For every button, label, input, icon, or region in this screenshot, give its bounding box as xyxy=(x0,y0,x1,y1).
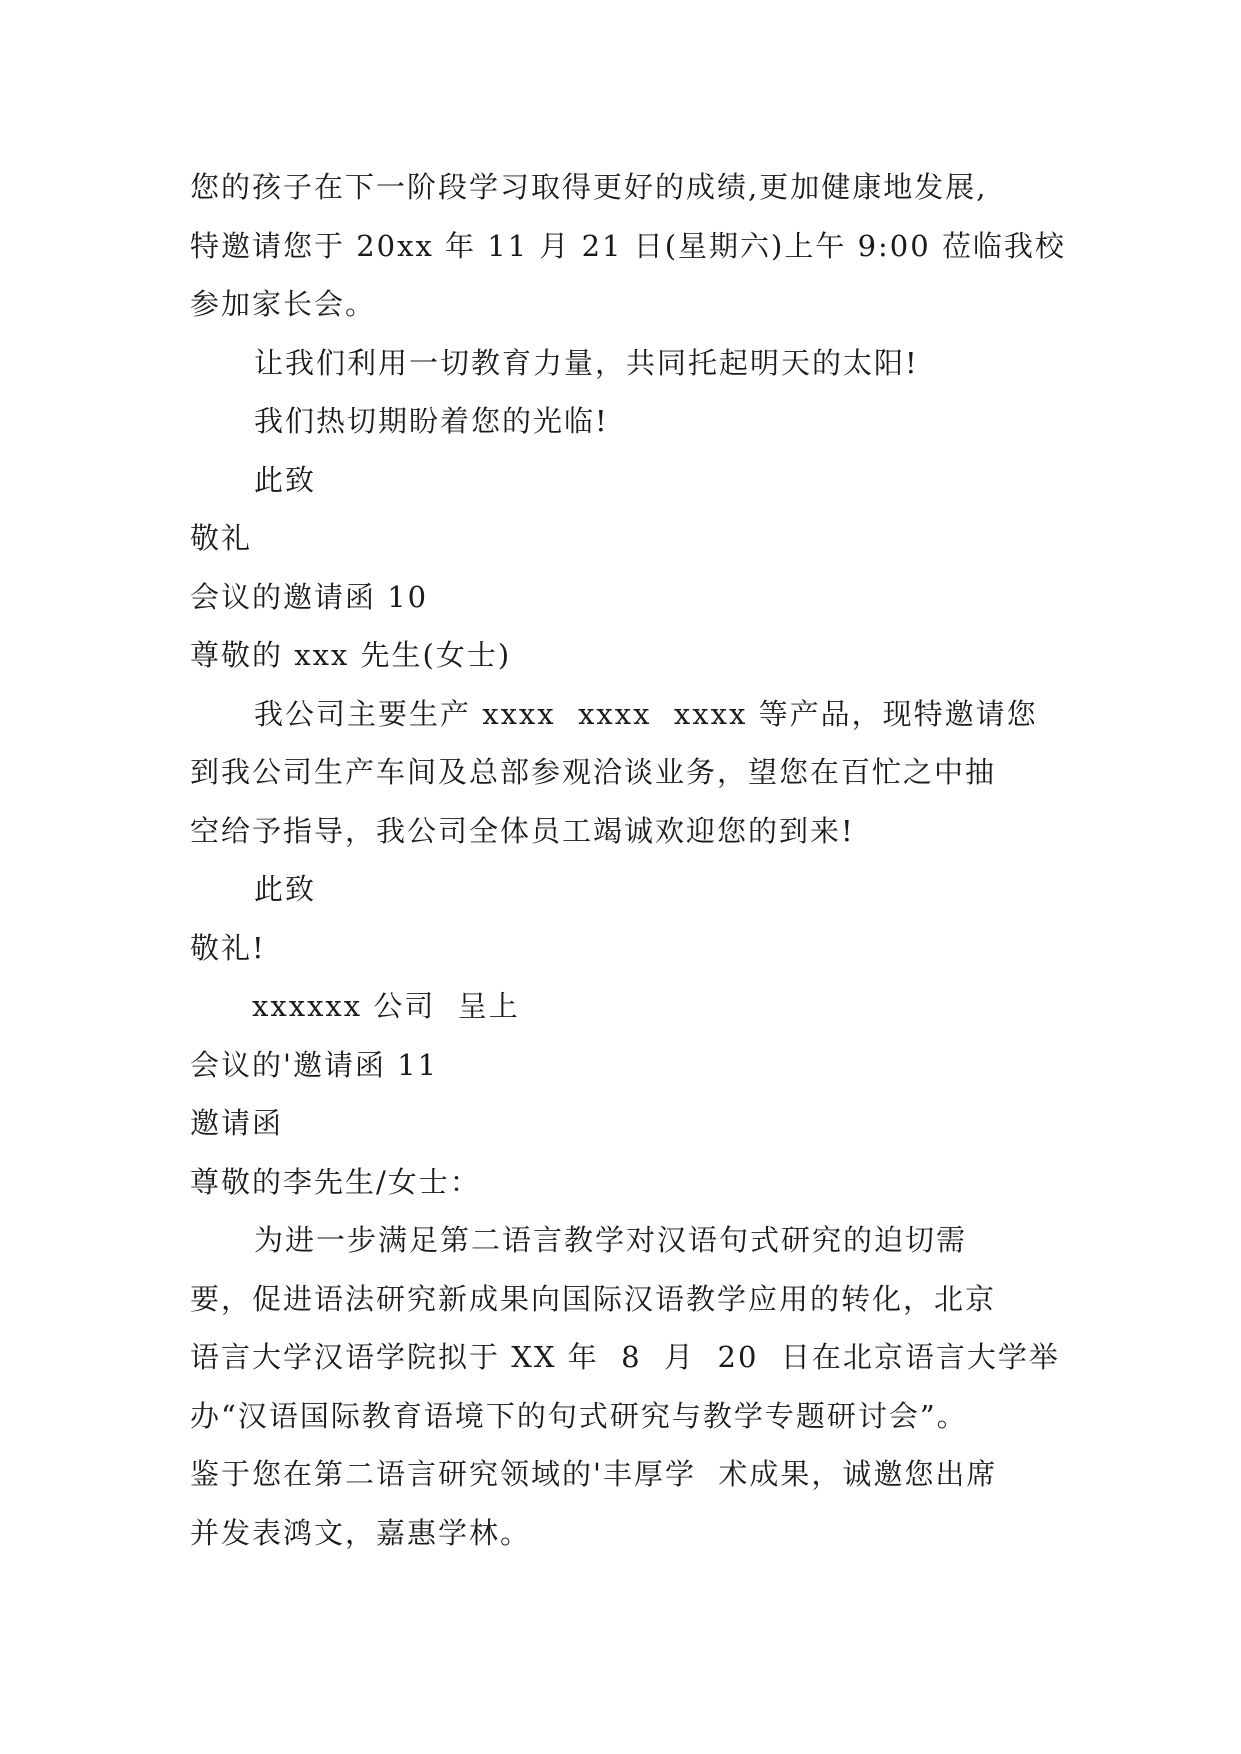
paragraph-line: 空给予指导，我公司全体员工竭诚欢迎您的到来! xyxy=(190,813,855,848)
paragraph-line: 我们热切期盼着您的光临! xyxy=(254,404,609,438)
section-heading: 会议的'邀请函 11 xyxy=(190,1047,439,1082)
paragraph-line: 您的孩子在下一阶段学习取得更好的成绩,更加健康地发展, xyxy=(190,170,988,204)
paragraph-line: 到我公司生产车间及总部参观洽谈业务，望您在百忙之中抽 xyxy=(190,755,997,789)
paragraph-line: 鉴于您在第二语言研究领域的'丰厚学 术成果，诚邀您出席 xyxy=(190,1457,998,1491)
paragraph-line: 办“汉语国际教育语境下的句式研究与教学专题研讨会”。 xyxy=(190,1398,968,1433)
document-body xyxy=(190,158,1090,1562)
closing-line: 此致 xyxy=(254,872,317,906)
paragraph-line: 为进一步满足第二语言教学对汉语句式研究的迫切需 xyxy=(254,1223,968,1257)
paragraph-line: 让我们利用一切教育力量，共同托起明天的太阳! xyxy=(254,345,919,380)
paragraph-line: 要，促进语法研究新成果向国际汉语教学应用的转化，北京 xyxy=(190,1281,997,1316)
signature-line: xxxxxx 公司 呈上 xyxy=(252,989,520,1023)
paragraph-line: 特邀请您于 20xx 年 11 月 21 日(星期六)上午 9:00 莅临我校 xyxy=(190,228,1066,263)
paragraph-line: 参加家长会。 xyxy=(190,287,377,321)
closing-line: 敬礼! xyxy=(190,930,266,965)
closing-line: 此致 xyxy=(254,462,317,497)
paragraph-line: 我公司主要生产 xxxx xxxx xxxx 等产品，现特邀请您 xyxy=(254,696,1038,731)
paragraph-line: 并发表鸿文，嘉惠学林。 xyxy=(190,1515,532,1550)
closing-line: 敬礼 xyxy=(190,521,253,555)
salutation-line: 尊敬的 xxx 先生(女士) xyxy=(190,638,512,672)
letter-title: 邀请函 xyxy=(190,1106,284,1140)
salutation-line: 尊敬的李先生/女士： xyxy=(190,1164,481,1199)
paragraph-line: 语言大学汉语学院拟于 XX 年 8 月 20 日在北京语言大学举 xyxy=(190,1340,1060,1374)
section-heading: 会议的邀请函 10 xyxy=(190,579,429,614)
